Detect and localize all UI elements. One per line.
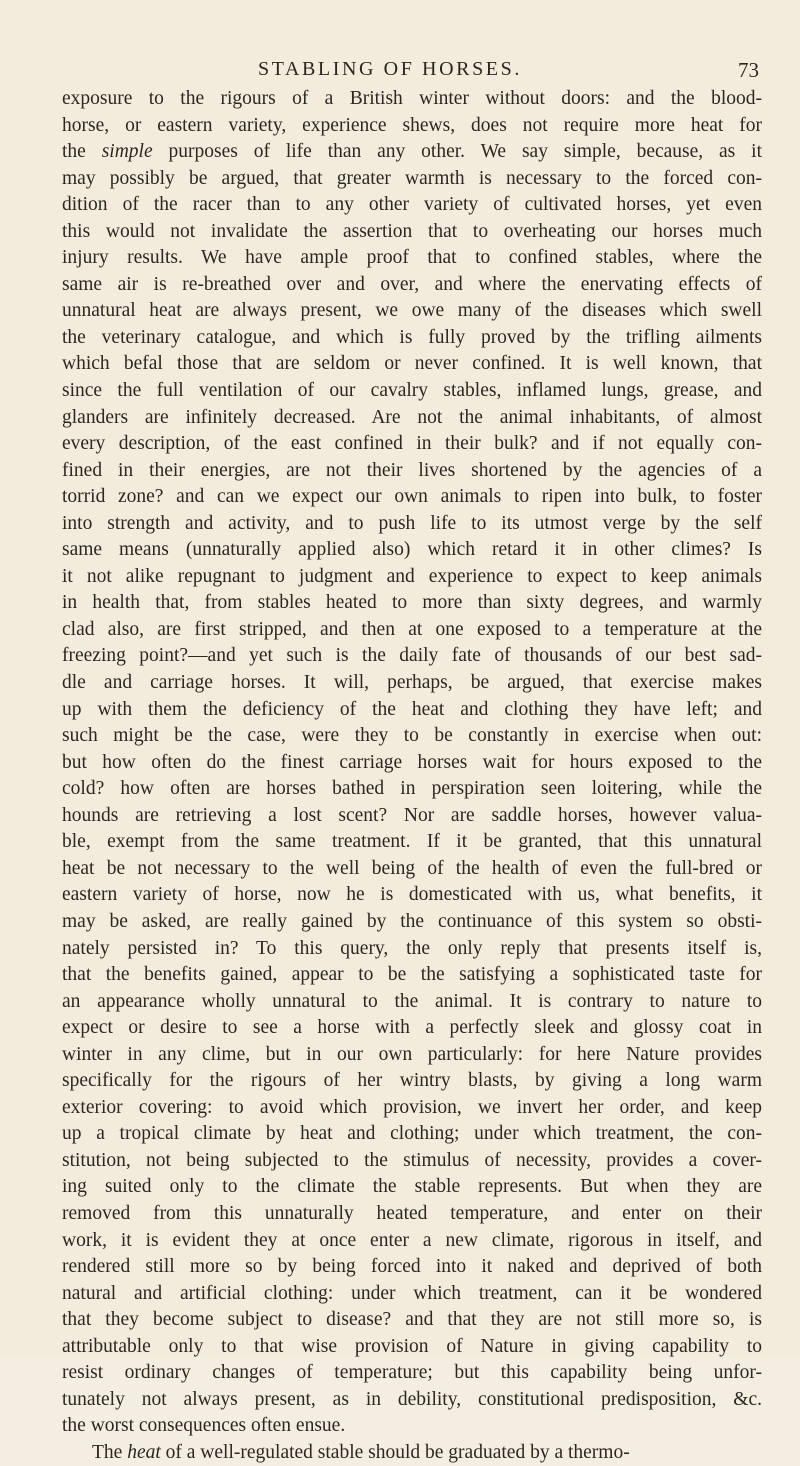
text-line: into strength and activity, and to push life to its utmost verge by the self	[62, 512, 762, 534]
text-line: it not alike repugnant to judgment and experience to expect to keep animals	[62, 565, 762, 587]
text-line: heat be not necessary to the well being of the health of even the full-bred or	[62, 857, 762, 879]
text-line: every description, of the east confined in their bulk? and if not equally con-	[62, 433, 762, 455]
text-line: fined in their energies, are not their lives shortened by the agencies of a	[62, 459, 762, 481]
text-line: ing suited only to the climate the stable represents. But when they are	[62, 1176, 762, 1198]
text-line: rendered still more so by being forced into it naked and deprived of both	[62, 1256, 762, 1278]
text-line: dle and carriage horses. It will, perhaps, be argued, that exercise makes	[62, 672, 762, 694]
text-line: up with them the deficiency of the heat and clothing they have left; and	[62, 698, 762, 720]
text-line: which befal those that are seldom or never confined. It is well known, that	[62, 353, 762, 375]
text-line: the worst consequences often ensue.	[62, 1415, 346, 1437]
text-line: attributable only to that wise provision of Nature in giving capability to	[62, 1335, 762, 1357]
text-line: same air is re-breathed over and over, and where the enervating effects of	[62, 273, 762, 295]
text-line: specifically for the rigours of her wintry blasts, by giving a long warm	[62, 1070, 762, 1092]
text-line: clad also, are first stripped, and then at one exposed to a temperature at the	[62, 618, 762, 640]
text-line: unnatural heat are always present, we owe many of the diseases which swell	[62, 300, 762, 322]
text-line: eastern variety of horse, now he is domesticated with us, what benefits, it	[62, 884, 762, 906]
text-line: since the full ventilation of our cavalry stables, inflamed lungs, grease, and	[62, 380, 762, 402]
text-line: horse, or eastern variety, experience shews, does not require more heat for	[62, 114, 762, 136]
text-line: same means (unnaturally applied also) which retard it in other climes? Is	[62, 539, 762, 561]
text-line: torrid zone? and can we expect our own animals to ripen into bulk, to foster	[62, 486, 762, 508]
text-line: natural and artificial clothing: under which treatment, can it be wondered	[62, 1282, 762, 1304]
text-line: up a tropical climate by heat and clothing; under which treatment, the con-	[62, 1123, 762, 1145]
page-number: 73	[738, 58, 759, 82]
text-line: stitution, not being subjected to the stimulus of necessity, provides a cover-	[62, 1149, 762, 1171]
text-line: may possibly be argued, that greater warmth is necessary to the forced con-	[62, 167, 762, 189]
text-line: freezing point?—and yet such is the daily fate of thousands of our best sad-	[62, 645, 762, 667]
running-head	[0, 58, 800, 84]
text-line: dition of the racer than to any other variety of cultivated horses, yet even	[62, 194, 762, 216]
text-line: winter in any clime, but in our own particularly: for here Nature provides	[62, 1043, 762, 1065]
running-title: STABLING OF HORSES.	[258, 58, 522, 80]
text-line: the veterinary catalogue, and which is fully proved by the trifling ailments	[62, 326, 762, 348]
text-line: that they become subject to disease? and that they are not still more so, is	[62, 1309, 762, 1331]
text-line: exterior covering: to avoid which provision, we invert her order, and keep	[62, 1096, 762, 1118]
text-line: an appearance wholly unnatural to the animal. It is contrary to nature to	[62, 990, 762, 1012]
text-line: nately persisted in? To this query, the only reply that presents itself is,	[62, 937, 762, 959]
text-line: removed from this unnaturally heated temperature, and enter on their	[62, 1202, 762, 1224]
text-line: hounds are retrieving a lost scent? Nor are saddle horses, however valua-	[62, 804, 762, 826]
text-line: work, it is evident they at once enter a new climate, rigorous in itself, and	[62, 1229, 762, 1251]
text-line: resist ordinary changes of temperature; but this capability being unfor-	[62, 1362, 762, 1384]
text-line: tunately not always present, as in debility, constitutional predisposition, &c.	[62, 1388, 762, 1410]
text-line: expect or desire to see a horse with a perfectly sleek and glossy coat in	[62, 1017, 762, 1039]
text-line: may be asked, are really gained by the continuance of this system so obsti-	[62, 910, 762, 932]
text-line: exposure to the rigours of a British winter without doors: and the blood-	[62, 88, 762, 109]
text-line: injury results. We have ample proof that to confined stables, where the	[62, 247, 762, 269]
text-line: this would not invalidate the assertion that to overheating our horses much	[62, 220, 762, 242]
text-line: cold? how often are horses bathed in perspiration seen loitering, while the	[62, 778, 762, 800]
text-line: ble, exempt from the same treatment. If it be granted, that this unnatural	[62, 831, 762, 853]
text-line: The heat of a well-regulated stable should be graduated by a thermo-	[92, 1441, 630, 1463]
text-line: glanders are infinitely decreased. Are not the animal inhabitants, of almost	[62, 406, 762, 428]
body-text	[62, 86, 762, 1466]
text-line: in health that, from stables heated to more than sixty degrees, and warmly	[62, 592, 762, 614]
text-line: but how often do the finest carriage horses wait for hours exposed to the	[62, 751, 762, 773]
text-line: the simple purposes of life than any other. We say simple, because, as it	[62, 141, 762, 163]
text-line: that the benefits gained, appear to be the satisfying a sophisticated taste for	[62, 964, 762, 986]
text-line: such might be the case, were they to be constantly in exercise when out:	[62, 725, 762, 747]
